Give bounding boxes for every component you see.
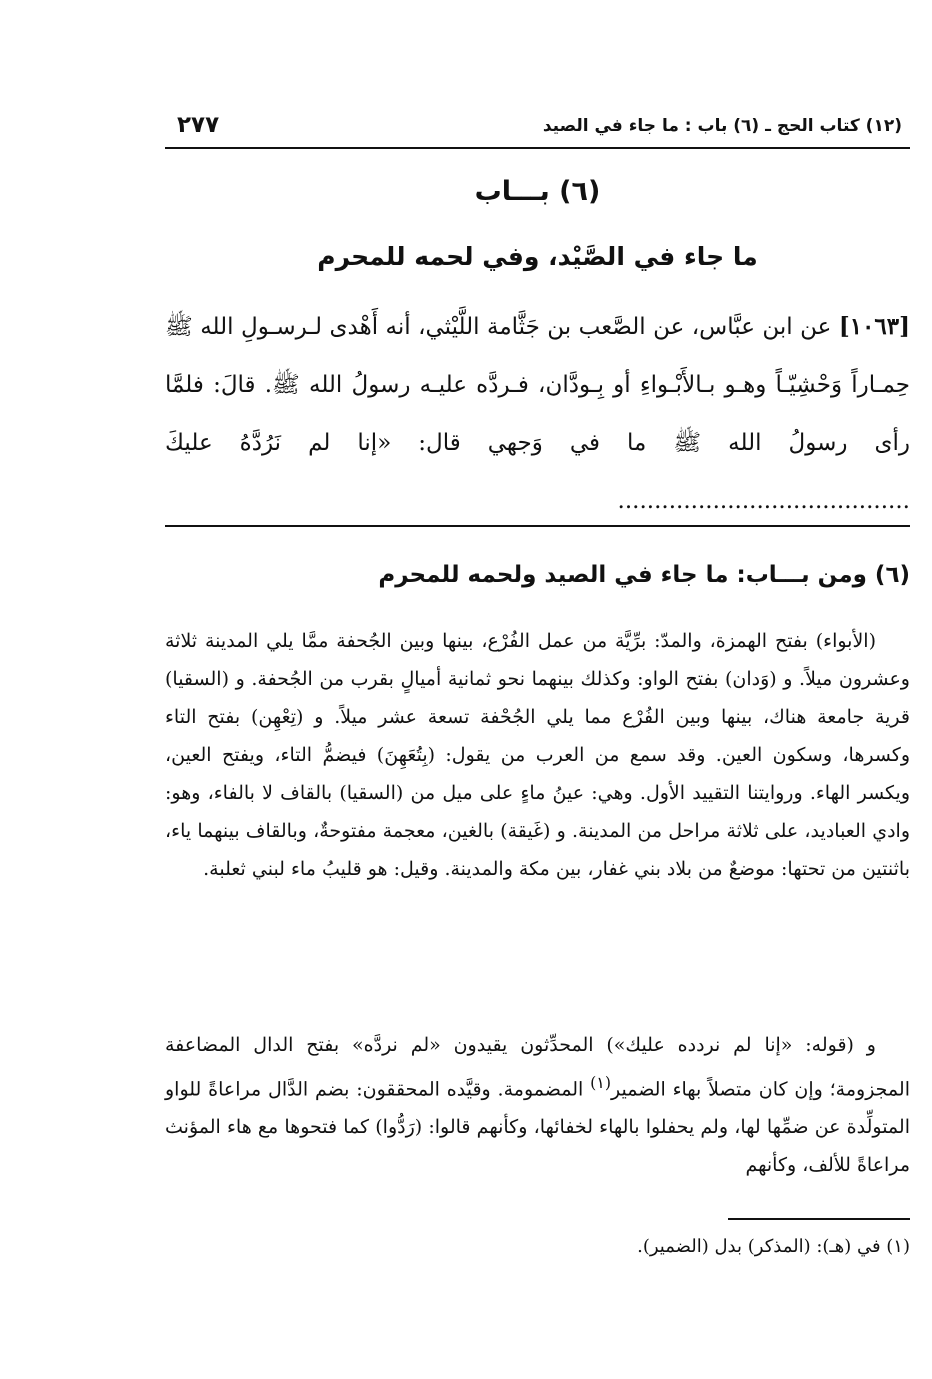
footnote-divider xyxy=(728,1218,910,1220)
running-title: (١٢) كتاب الحج ـ (٦) باب : ما جاء في الصيد xyxy=(542,116,902,136)
footnote: (١) في (هـ): (المذكر) بدل (الضمير). xyxy=(637,1236,910,1257)
page-header xyxy=(165,110,910,146)
commentary-paragraph-2 xyxy=(165,1026,910,1184)
hadith-body: عن ابن عبَّاس، عن الصَّعب بن جَثَّامة اللَّيْثي، أنه أَهْدى لـرسـولِ الله ﷺ حِمـاراً وَحْشِيّـاً وهـو بـالأَبْـواءِ أو بِـودَّان، فـردَّه عليـه رسولُ الله ﷺ. قالَ: فلمَّا رأى رسولُ الله ﷺ ما في وَجهي قال: «إنا لم نَرُدَّهُ عليكَ ........................................ xyxy=(165,314,910,514)
footnote-marker: (١) xyxy=(590,1073,611,1092)
page-number: ٢٧٧ xyxy=(177,112,220,138)
paragraph-2-start: و (قوله: «إنا لم نردده عليك») المحدِّثون يقيدون «لم نردَّه» بفتح الدال المضاعفة المجزومة؛ وإن كان متصلاً بهاء الضمير xyxy=(165,1034,910,1101)
header-divider xyxy=(165,147,910,149)
chapter-heading: (٦) بـــاب xyxy=(474,176,601,207)
commentary-paragraph-1: (الأبواء) بفتح الهمزة، والمدّ: برِّيَّة من عمل الفُرْع، بينها وبين الجُحفة ممَّا يلي المدينة ثلاثة وعشرون ميلاً. و (وَدان) بفتح الواو: وكذلك بينهما نحو ثمانية أميالٍ بقرب من الجُحفة. و (السقيا) قرية جامعة هناك، بينها وبين الفُرْع مما يلي الجُحْفة تسعة عشر ميلاً. و (تِعْهِن) بفتح التاء وكسرها، وسكون العين. وقد سمع من العرب من يقول: (بِتُعَهِنَ) فيضمُّ التاء، ويفتح العين، ويكسر الهاء. وروايتنا التقييد الأول. وهي: عينُ ماءٍ على ميل من (السقيا) بالقاف لا بالفاء، وهو: وادي العباديد، على ثلاثة مراحل من المدينة. و (غَيقة) بالغين، معجمة مفتوحةٌ، وبالقاف بينهما ياء، باثنتين من تحتها: موضعٌ من بلاد بني غفار، بين مكة والمدينة. وقيل: هو قليبُ ماء لبني ثعلبة. xyxy=(165,630,910,880)
hadith-text xyxy=(165,298,910,530)
hadith-number: [١٠٦٣] xyxy=(838,313,911,340)
section-divider xyxy=(165,525,910,527)
chapter-subtitle: ما جاء في الصَّيْد، وفي لحمه للمحرم xyxy=(317,242,758,271)
commentary-heading: (٦) ومن بـــاب: ما جاء في الصيد ولحمه للمحرم xyxy=(378,562,910,588)
paragraph-2-end: المضمومة. وقيَّده المحققون: بضم الدَّال مراعاةً للواو المتولِّدة عن ضمِّها لها، ولم يحفلوا بالهاء لخفائها، وكأنهم قالوا: (رَدُّوا) كما فتحوها مع هاء المؤنث مراعاةً للألف، وكأنهم xyxy=(165,1078,910,1177)
